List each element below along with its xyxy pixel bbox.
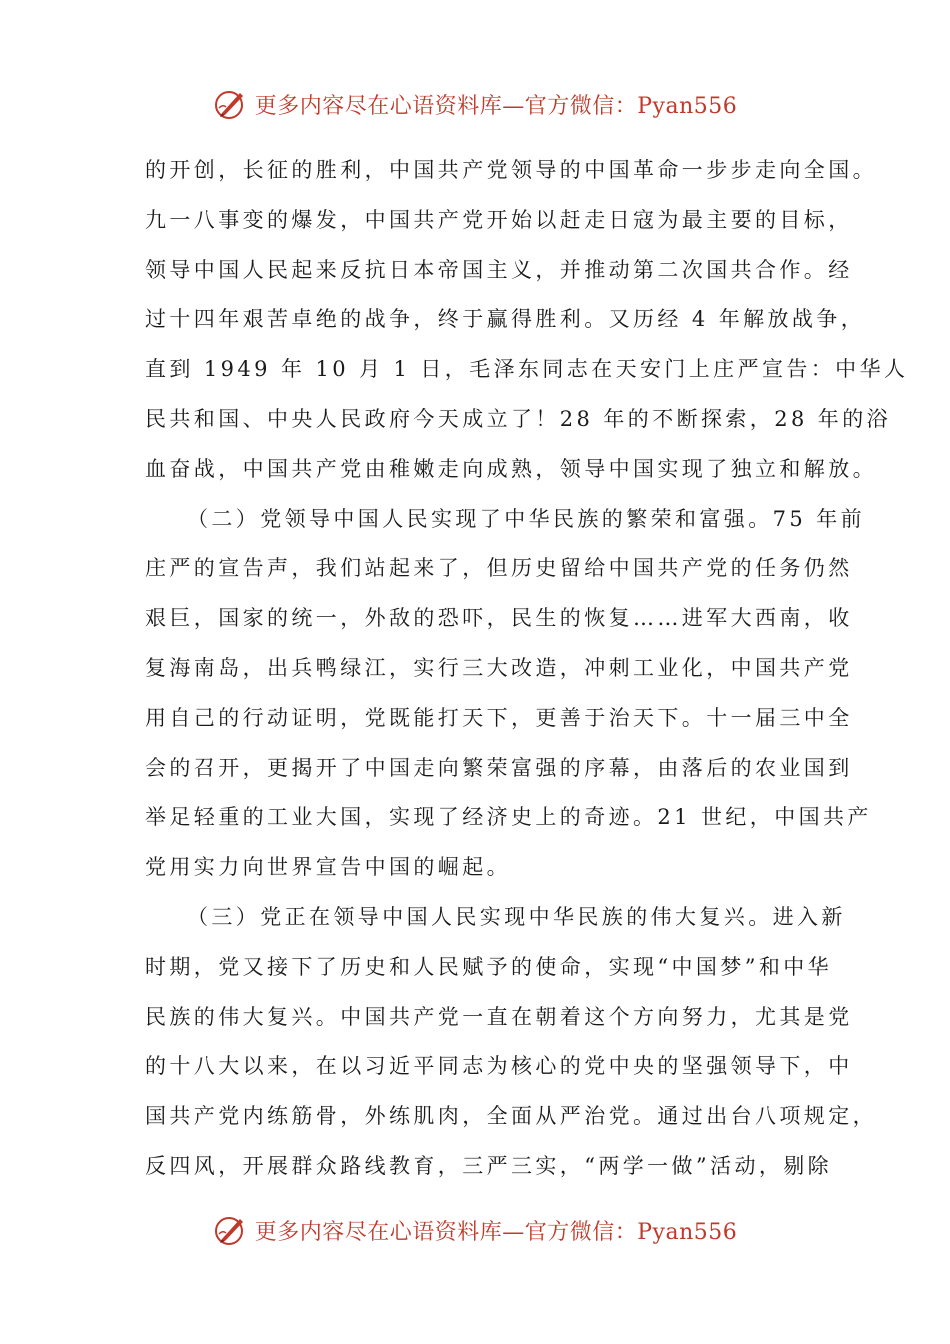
- paragraph-line: 血奋战，中国共产党由稚嫩走向成熟，领导中国实现了独立和解放。: [145, 456, 877, 481]
- footer-watermark-banner: [0, 1208, 950, 1252]
- paragraph-line: 民族的伟大复兴。中国共产党一直在朝着这个方向努力，尤其是党: [145, 1004, 853, 1029]
- paragraph-line: 会的召开，更揭开了中国走向繁荣富强的序幕，由落后的农业国到: [145, 755, 853, 780]
- paragraph-line: 过十四年艰苦卓绝的战争，终于赢得胜利。又历经 4 年解放战争，: [145, 307, 866, 332]
- watermark-dash: —: [502, 93, 525, 119]
- pen-logo-icon: [213, 1212, 249, 1248]
- watermark-wechat: 官方微信：Pyan556: [524, 1219, 738, 1245]
- paragraph-line: 的十八大以来，在以习近平同志为核心的党中央的坚强领导下，中: [145, 1054, 853, 1079]
- paragraph-line: 领导中国人民起来反抗日本帝国主义，并推动第二次国共合作。经: [145, 257, 853, 282]
- watermark-wechat: 官方微信：Pyan556: [524, 93, 738, 119]
- watermark-dash: —: [502, 1219, 525, 1245]
- section-heading-line: （三）党正在领导中国人民实现中华民族的伟大复兴。进入新: [187, 904, 846, 929]
- paragraph-line: 时期，党又接下了历史和人民赋予的使命，实现“中国梦”和中华: [145, 954, 833, 979]
- paragraph-line: 直到 1949 年 10 月 1 日，毛泽东同志在天安门上庄严宣告：中华人: [145, 357, 909, 382]
- paragraph-line: 国共产党内练筋骨，外练肌肉，全面从严治党。通过出台八项规定，: [145, 1104, 877, 1129]
- paragraph-line: 反四风，开展群众路线教育，三严三实，“两学一做”活动，剔除: [145, 1153, 833, 1178]
- watermark-library-name: 更多内容尽在心语资料库: [254, 1219, 503, 1245]
- paragraph-line: 艰巨，国家的统一，外敌的恐吓，民生的恢复……进军大西南，收: [145, 606, 853, 631]
- section-heading-line: （二）党领导中国人民实现了中华民族的繁荣和富强。75 年前: [187, 506, 865, 531]
- paragraph-line: 复海南岛，出兵鸭绿江，实行三大改造，冲刺工业化，中国共产党: [145, 655, 853, 680]
- paragraph-line: 的开创，长征的胜利，中国共产党领导的中国革命一步步走向全国。: [145, 158, 877, 182]
- paragraph-line: 党用实力向世界宣告中国的崛起。: [145, 855, 511, 880]
- paragraph-line: 举足轻重的工业大国，实现了经济史上的奇迹。21 世纪，中国共产: [145, 805, 872, 830]
- paragraph-line: 九一八事变的爆发，中国共产党开始以赶走日寇为最主要的目标，: [145, 207, 853, 232]
- document-body: [145, 146, 909, 1192]
- paragraph-line: 民共和国、中央人民政府今天成立了！28 年的不断探索，28 年的浴: [145, 406, 891, 431]
- header-watermark-banner: [0, 82, 950, 126]
- paragraph-line: 用自己的行动证明，党既能打天下，更善于治天下。十一届三中全: [145, 705, 853, 730]
- paragraph-line: 庄严的宣告声，我们站起来了，但历史留给中国共产党的任务仍然: [145, 556, 853, 581]
- pen-logo-icon: [213, 86, 249, 122]
- watermark-text: [255, 89, 738, 120]
- watermark-library-name: 更多内容尽在心语资料库: [254, 93, 503, 119]
- watermark-text: [255, 1215, 738, 1246]
